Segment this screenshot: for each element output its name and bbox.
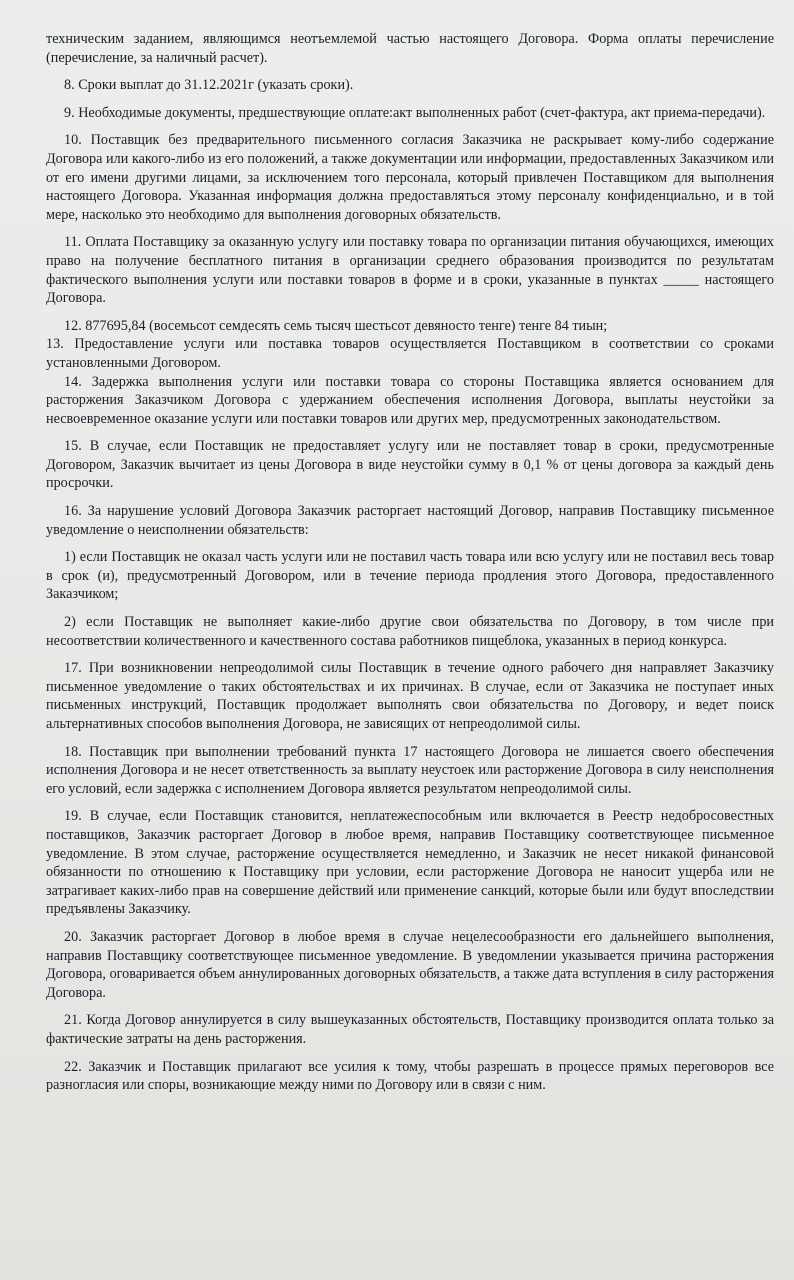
paragraph-14: 14. Задержка выполнения услуги или поставки товара со стороны Поставщика является основанием для расторжения Заказчиком Договора с удержанием обеспечения исполнения Договора, выплаты неустойки за несвоевременное оказание услуги или поставки товаров или других мер, предусмотренных законодательством. — [46, 373, 774, 427]
paragraph-7-cont: техническим заданием, являющимся неотъемлемой частью настоящего Договора. Форма оплаты перечисление (перечисление, за наличный расчет). — [46, 31, 774, 66]
paragraph-9: 9. Необходимые документы, предшествующие оплате:акт выполненных работ (счет-фактура, акт приема-передачи). — [64, 104, 766, 121]
paragraph-17: 17. При возникновении непреодолимой силы Поставщик в течение одного рабочего дня направляет Заказчику письменное уведомление о таких обстоятельствах и их причинах. В случае, если от Заказчика не поступает иных письменных инструкций, Поставщик продолжает выполнять свои обязательства по Договору, и ведет поиск альтернативных способов выполнения Договора, не зависящих от непреодолимой силы. — [46, 660, 774, 732]
paragraph-16-item-2: 2) если Поставщик не выполняет какие-либо другие свои обязательства по Договору, в том числе при несоответствии количественного и качественного состава работников пищеблока, указанных в период конкурса. — [46, 614, 774, 649]
paragraph-16: 16. За нарушение условий Договора Заказчик расторгает настоящий Договор, направив Поставщику письменное уведомление о неисполнении обязательств: — [46, 503, 774, 538]
paragraph-11: 11. Оплата Поставщику за оказанную услугу или поставку товара по организации питания обучающихся, имеющих право на получение бесплатного питания в организации среднего образования производится по результатам фактического выполнения услуги или поставки товаров в форме и в сроки, указанные в пунктах _____ настоящего Договора. — [46, 234, 774, 307]
paragraph-13: 13. Предоставление услуги или поставка товаров осуществляется Поставщиком в соответствии со сроками установленными Договором. — [46, 336, 774, 371]
paragraph-19: 19. В случае, если Поставщик становится, неплатежеспособным или включается в Реестр недобросовестных поставщиков, Заказчик расторгает Договор в любое время, направив Поставщику соответствующее письменное уведомление. В этом случае, расторжение осуществляется немедленно, и Заказчик не несет никакой финансовой обязанности по отношению к Поставщику при условии, если расторжение Договора не наносит ущерба или не затрагивает каких-либо прав на совершение действий или применение санкций, которые были или будут впоследствии предъявлены Заказчику. — [46, 808, 774, 918]
paragraph-10: 10. Поставщик без предварительного письменного согласия Заказчика не раскрывает кому-либо содержание Договора или какого-либо из его положений, а также документации или информации, предоставленных Заказчиком или от его имени другими лицами, за исключением того персонала, который привлечен Поставщиком для выполнения настоящего Договора. Указанная информация должна предоставляться этому персоналу конфиденциально, и в той мере, насколько это необходимо для выполнения договорных обязательств. — [46, 132, 774, 223]
paragraph-16-item-1: 1) если Поставщик не оказал часть услуги или не поставил часть товара или всю услугу или не поставил весь товар в срок (и), предусмотренный Договором, или в течение периода продления этого Договора, предоставленного Заказчиком; — [46, 549, 774, 603]
paragraph-22: 22. Заказчик и Поставщик прилагают все усилия к тому, чтобы разрешать в процессе прямых переговоров все разногласия или споры, возникающие между ними по Договору или в связи с ним. — [46, 1058, 774, 1094]
paragraph-15: 15. В случае, если Поставщик не предоставляет услугу или не поставляет товар в сроки, предусмотренные Договором, Заказчик вычитает из цены Договора в виде неустойки сумму в 0,1 % от цены договора за каждый день просрочки. — [46, 438, 774, 492]
paragraph-18: 18. Поставщик при выполнении требований пункта 17 настоящего Договора не лишается своего обеспечения исполнения Договора и не несет ответственность за выплату неустоек или расторжение Договора в силу неисполнения его условий, если задержка с исполнением Договора является результатом непреодолимой силы. — [46, 743, 774, 797]
contract-text — [46, 30, 774, 1104]
paragraph-20: 20. Заказчик расторгает Договор в любое время в случае нецелесообразности его дальнейшего выполнения, направив Поставщику соответствующее письменное уведомление. В уведомлении указывается причина расторжения Договора, оговаривается объем аннулированных договорных обязательств, а также дата вступления в силу расторжения Договора. — [46, 928, 774, 1001]
paragraph-12: 12. 877695,84 (восемьсот семдесять семь тысяч шестьсот девяносто тенге) тенге 84 тиын; — [64, 317, 608, 334]
paragraph-21: 21. Когда Договор аннулируется в силу вышеуказанных обстоятельств, Поставщику производится оплата только за фактические затраты на день расторжения. — [46, 1012, 774, 1047]
paragraph-8: 8. Сроки выплат до 31.12.2021г (указать сроки). — [64, 77, 354, 94]
